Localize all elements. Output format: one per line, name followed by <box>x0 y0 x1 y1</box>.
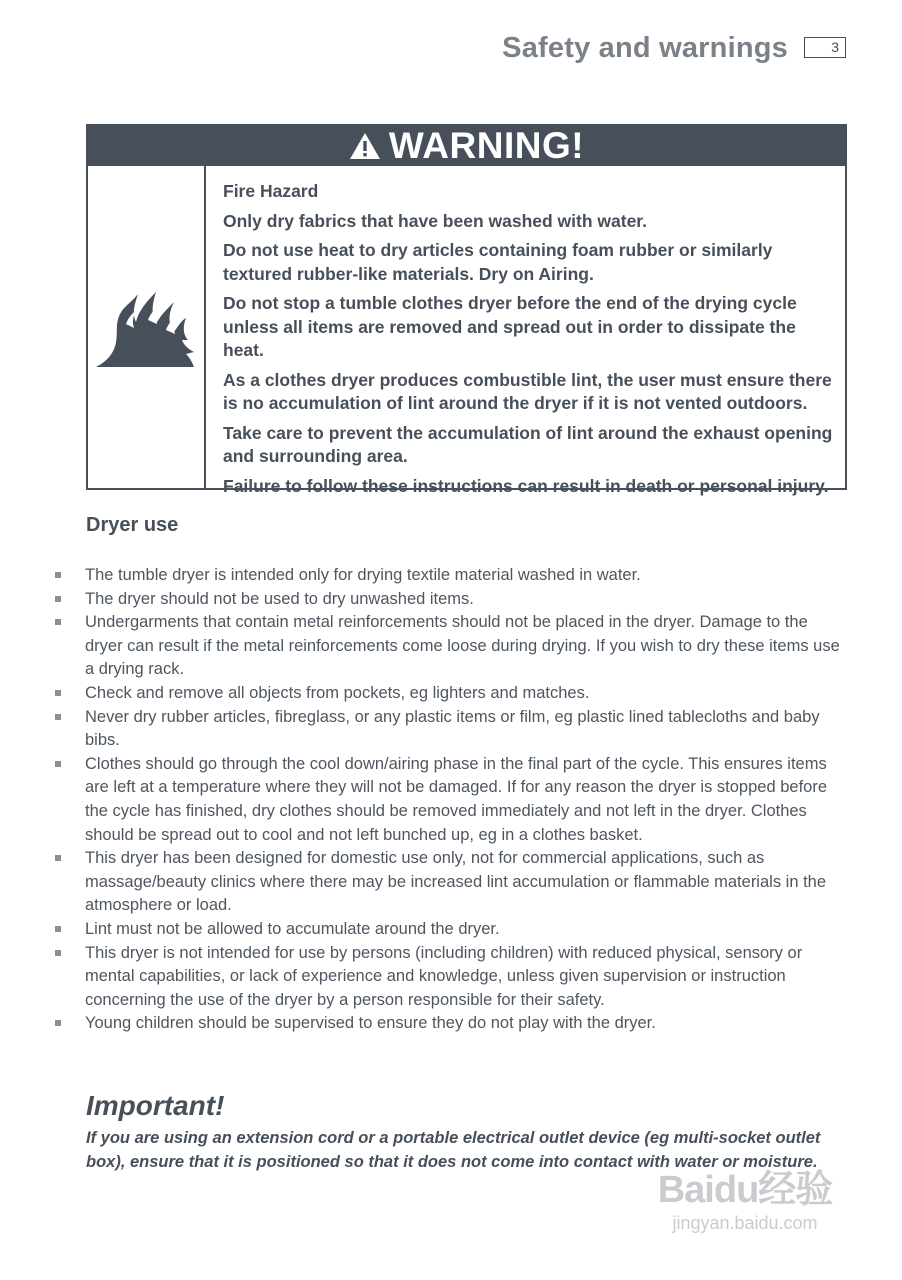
warning-triangle-icon <box>349 132 381 160</box>
warning-subtitle: Fire Hazard <box>223 181 319 201</box>
list-item-text: Clothes should go through the cool down/airing phase in the final part of the cycle. This ensures items are left at a temperature where they will not be damaged. If for any reason the dryer is stopped before the cycle has finished, dry clothes should be removed immediately and not left in the dryer. Clothes should be spread out to cool and not left bunched up, eg in a clothes basket. <box>85 754 828 844</box>
page-number: 3 <box>804 37 846 58</box>
list-item <box>55 847 845 918</box>
warning-body <box>88 166 845 496</box>
page-title: Safety and warnings <box>502 32 788 64</box>
list-item <box>55 753 845 847</box>
warning-box <box>86 124 847 496</box>
dryer-use-list <box>55 564 845 1036</box>
list-item-text: The tumble dryer is intended only for drying textile material washed in water. <box>85 566 641 584</box>
bullet-icon <box>55 619 61 625</box>
bullet-icon <box>55 690 61 696</box>
list-item <box>55 1012 845 1036</box>
bullet-icon <box>55 761 61 767</box>
list-item <box>55 564 845 588</box>
list-item-text: Undergarments that contain metal reinforcements should not be placed in the dryer. Damage to the dryer can result if the metal reinforcements come loose during drying. If you wish to dry these items use a drying rack. <box>85 613 840 679</box>
bullet-icon <box>55 596 61 602</box>
warning-header <box>88 126 845 166</box>
bullet-icon <box>55 1020 61 1026</box>
warning-item: Failure to follow these instructions can result in death or personal injury. <box>223 475 829 496</box>
bullet-icon <box>55 714 61 720</box>
watermark-logo: Baidu经验 <box>657 1169 833 1211</box>
list-item-text: This dryer is not intended for use by persons (including children) with reduced physical, sensory or mental capabilities, or lack of experience and knowledge, unless given supervision or instruction concerning the use of the dryer by a person responsible for their safety. <box>85 943 803 1009</box>
watermark-url: jingyan.baidu.com <box>672 1213 818 1233</box>
fire-icon <box>96 284 196 370</box>
list-item <box>55 706 845 753</box>
list-item-text: Check and remove all objects from pockets, eg lighters and matches. <box>85 683 590 702</box>
bullet-icon <box>55 926 61 932</box>
warning-heading: WARNING! <box>388 125 585 166</box>
warning-item: Do not stop a tumble clothes dryer before the end of the drying cycle unless all items are removed and spread out in order to dissipate the heat. <box>223 293 797 360</box>
list-item-text: Never dry rubber articles, fibreglass, or any plastic items or film, eg plastic lined tablecloths and baby bibs. <box>85 707 820 750</box>
bullet-icon <box>55 950 61 956</box>
warning-item: Do not use heat to dry articles containing foam rubber or similarly textured rubber-like materials. Dry on Airing. <box>223 240 773 284</box>
important-text: If you are using an extension cord or a portable electrical outlet device (eg multi-socket outlet box), ensure that it is positioned so that it does not come into contact with water or moisture. <box>86 1129 821 1171</box>
warning-item: Take care to prevent the accumulation of lint around the exhaust opening and surrounding area. <box>223 422 833 466</box>
important-heading: Important! <box>86 1090 225 1121</box>
list-item <box>55 918 845 942</box>
list-item <box>55 588 845 612</box>
warning-text <box>206 166 845 496</box>
warning-item: Only dry fabrics that have been washed with water. <box>223 210 648 231</box>
list-item <box>55 942 845 1013</box>
bullet-icon <box>55 572 61 578</box>
watermark <box>640 1168 850 1248</box>
list-item <box>55 611 845 682</box>
list-item-text: Lint must not be allowed to accumulate around the dryer. <box>85 919 500 938</box>
dryer-use-heading: Dryer use <box>86 514 179 536</box>
warning-item: As a clothes dryer produces combustible lint, the user must ensure there is no accumulation of lint around the dryer if it is not vented outdoors. <box>223 369 832 413</box>
bullet-icon <box>55 855 61 861</box>
list-item-text: This dryer has been designed for domestic use only, not for commercial applications, such as massage/beauty clinics where there may be increased lint accumulation or flammable materials in the atmosphere or load. <box>85 849 827 915</box>
list-item <box>55 682 845 706</box>
list-item-text: Young children should be supervised to ensure they do not play with the dryer. <box>85 1014 656 1033</box>
list-item-text: The dryer should not be used to dry unwashed items. <box>85 589 474 608</box>
fire-icon-cell <box>88 166 206 488</box>
